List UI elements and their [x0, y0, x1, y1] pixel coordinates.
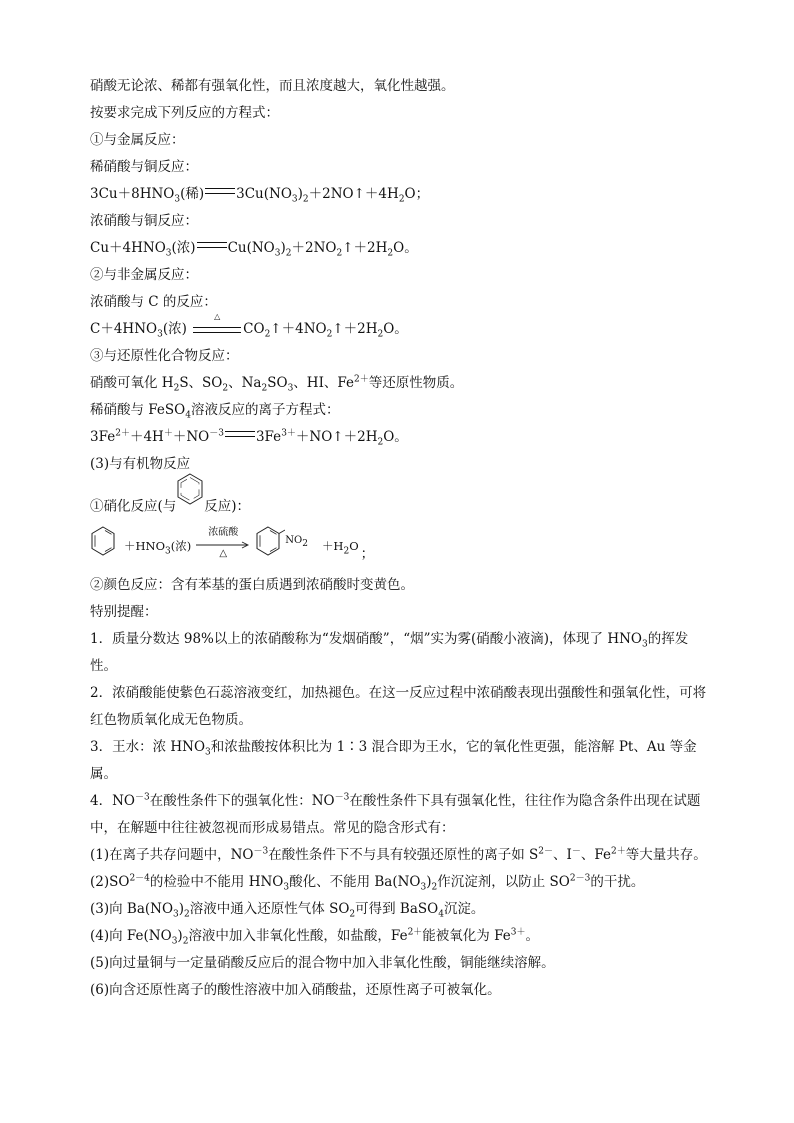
equation-dilute-cu: $3Cu+8HNO_3$(稀) $3Cu(NO_3)_2+2NO↑+4H_2O$； — [90, 186, 430, 205]
hidden-form-5: (5)向过量铜与一定量硝酸反应后的混合物中加入非氧化性酸，铜能继续溶解。 — [90, 955, 555, 971]
equals-sign-icon — [205, 188, 235, 194]
special-note-heading: 特别提醒： — [90, 604, 158, 620]
intro-line: 硝酸无论浓、稀都有强氧化性，而且浓度越大，氧化性越强。 — [90, 78, 455, 94]
organic-heading: (3)与有机物反应 — [90, 456, 191, 472]
hidden-form-3: (3)向 $Ba(NO_3)_2$溶液中通入还原性气体 $SO_2$可得到 BaSO$_4$沉淀。 — [90, 901, 485, 920]
nitration-label: ①硝化反应(与 反应)： — [90, 482, 710, 522]
reducing-heading: ③与还原性化合物反应： — [90, 348, 239, 364]
equation-conc-cu: $Cu+4HNO_3$(浓) $Cu(NO_3)_2+2NO_2↑+2H_2O$。 — [90, 240, 418, 259]
conc-cu-label: 浓硝酸与铜反应： — [90, 213, 198, 229]
color-reaction: ②颜色反应：含有苯基的蛋白质遇到浓硝酸时变黄色。 — [90, 577, 414, 593]
hidden-form-1: (1)在离子共存问题中，$NO^{-3}$在酸性条件下不与具有较强还原性的离子如 $S^{2-}$、I－、$Fe^{2+}$等大量共存。 — [90, 846, 707, 863]
nonmetal-heading: ②与非金属反应： — [90, 267, 198, 283]
conc-c-label: 浓硝酸与 C 的反应： — [90, 294, 217, 310]
equation-conc-c: $C+4HNO_3$(浓) △ $CO_2↑+4NO_2↑+2H_2O$。 — [90, 312, 408, 340]
equation-feso4: $3Fe^{2+}+4H^++NO^{-3}$ $3Fe^{3+}+NO↑+2H_2O$。 — [90, 428, 408, 448]
instruction-line: 按要求完成下列反应的方程式： — [90, 105, 279, 121]
dilute-cu-label: 稀硝酸与铜反应： — [90, 159, 198, 175]
document-page — [90, 73, 710, 1004]
heated-equals-icon: △ — [191, 319, 243, 339]
reaction-arrow-icon: 浓硫酸 △ — [195, 528, 251, 564]
note-3: 3．王水：浓 $HNO_3$和浓盐酸按体积比为 1∶3 混合即为王水，它的氧化性更强，能溶解 Pt、Au 等金属。 — [90, 739, 697, 782]
hidden-form-2: $(2)SO^{2-4}$的检验中不能用 $HNO_3$酸化、不能用 $Ba(NO_3)_2$作沉淀剂，以防止 $SO^{2-3}$的干扰。 — [90, 873, 645, 893]
nitration-equation: $+HNO_3$(浓) 浓硫酸 △ $NO_2$ $+H_2O$ ； — [90, 526, 710, 566]
note-4: 4．$NO^{-3}$在酸性条件下的强氧化性：$NO^{-3}$在酸性条件下具有强氧化性，往往作为隐含条件出现在试题中，在解题中往往被忽视而形成易错点。常见的隐含形式有： — [90, 792, 701, 836]
note-1: 1．质量分数达 98%以上的浓硝酸称为“发烟硝酸”，“烟”实为雾(硝酸小液滴)，体现了 $HNO_3$的挥发性。 — [90, 631, 689, 674]
benzene-ring-icon — [90, 525, 116, 567]
feso4-label: 稀硝酸与 FeSO$_4$溶液反应的离子方程式： — [90, 402, 340, 421]
equals-sign-icon — [225, 431, 255, 437]
benzene-ring-icon — [176, 472, 204, 522]
hidden-form-6: (6)向含还原性离子的酸性溶液中加入硝酸盐，还原性离子可被氧化。 — [90, 982, 501, 998]
metal-heading: ①与金属反应： — [90, 132, 185, 148]
note-2: 2．浓硝酸能使紫色石蕊溶液变红，加热褪色。在这一反应过程中浓硝酸表现出强酸性和强氧化性，可将红色物质氧化成无色物质。 — [90, 685, 707, 728]
equals-sign-icon — [197, 242, 227, 248]
nitrobenzene-icon — [255, 525, 285, 567]
hidden-form-4: (4)向 $Fe(NO_3)_2$溶液中加入非氧化性酸，如盐酸，$Fe^{2+}$能被氧化为 $Fe^{3+}$。 — [90, 927, 539, 947]
oxidizable-substances: 硝酸可氧化 $H_2S$、$SO_2$、$Na_2SO_3$、HI、$Fe^{2+}$等还原性物质。 — [90, 374, 464, 394]
